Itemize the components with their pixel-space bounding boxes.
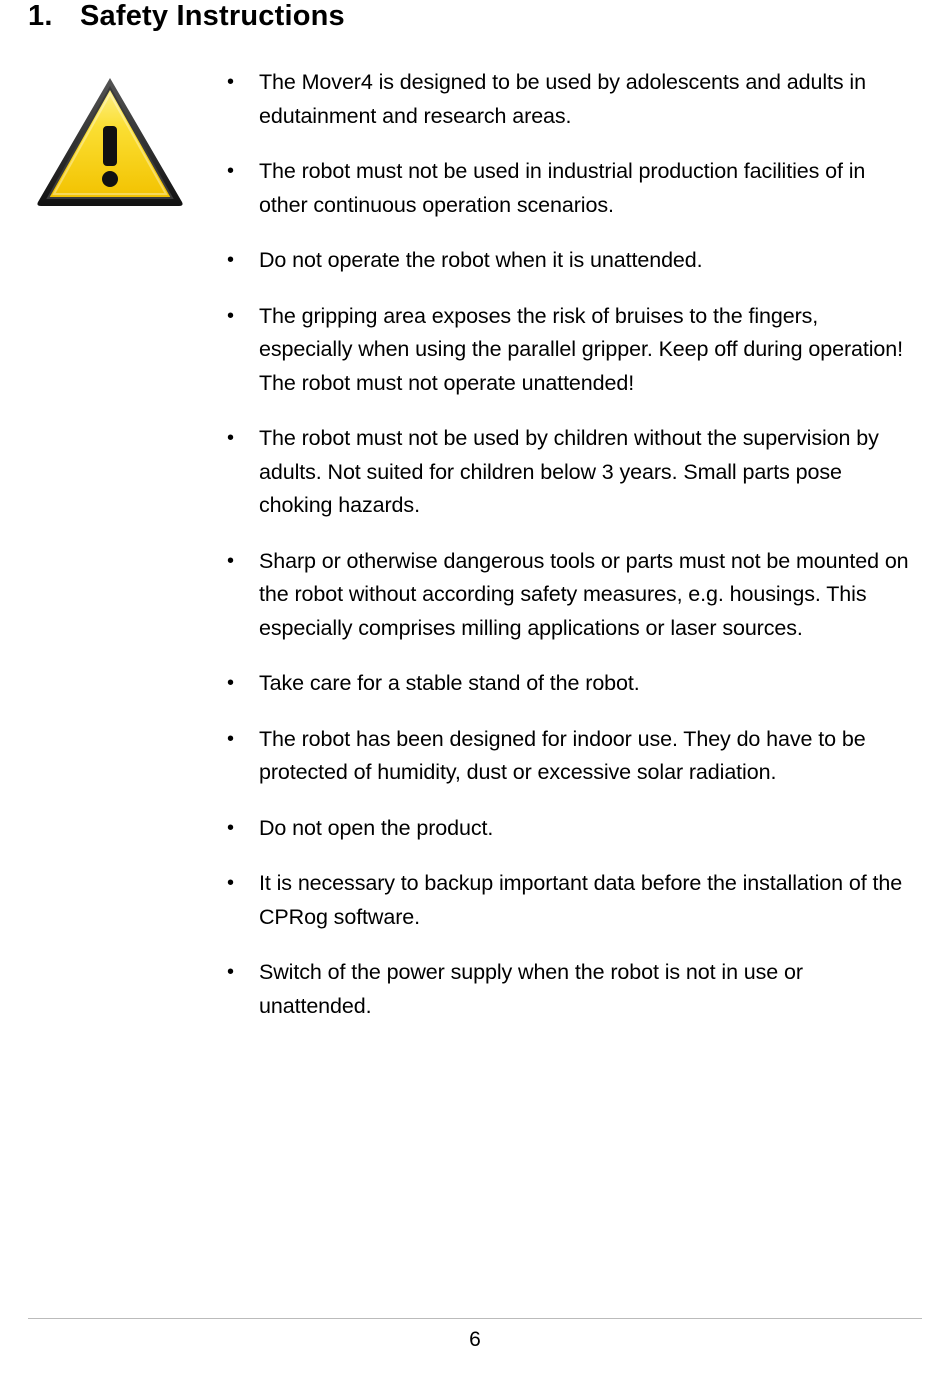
section-number: 1. <box>28 0 53 32</box>
section-title: Safety Instructions <box>80 0 345 32</box>
list-item: • The robot must not be used in industrial production facilities of in other continuous operation scenarios. <box>215 155 915 222</box>
footer-divider <box>28 1318 922 1319</box>
warning-triangle-icon <box>34 72 186 208</box>
list-item: • Do not open the product. <box>215 812 915 846</box>
page-title <box>28 0 345 33</box>
list-item: • Take care for a stable stand of the robot. <box>215 667 915 701</box>
list-item: • It is necessary to backup important data before the installation of the CPRog software. <box>215 867 915 934</box>
list-item: • Sharp or otherwise dangerous tools or parts must not be mounted on the robot without according safety measures, e.g. housings. This especially comprises milling applications or laser sources. <box>215 545 915 646</box>
list-item: • The Mover4 is designed to be used by adolescents and adults in edutainment and research areas. <box>215 66 915 133</box>
list-item: • Do not operate the robot when it is unattended. <box>215 244 915 278</box>
safety-instructions-list <box>215 66 915 1023</box>
list-item: • The robot has been designed for indoor use. They do have to be protected of humidity, dust or excessive solar radiation. <box>215 723 915 790</box>
page-number: 6 <box>469 1328 481 1351</box>
safety-instructions-list-container <box>215 66 915 1045</box>
list-item: • The robot must not be used by children without the supervision by adults. Not suited for children below 3 years. Small parts pose choking hazards. <box>215 422 915 523</box>
list-item: • The gripping area exposes the risk of bruises to the fingers, especially when using the parallel gripper. Keep off during operation! The robot must not operate unattended! <box>215 300 915 401</box>
list-item: • Switch of the power supply when the robot is not in use or unattended. <box>215 956 915 1023</box>
